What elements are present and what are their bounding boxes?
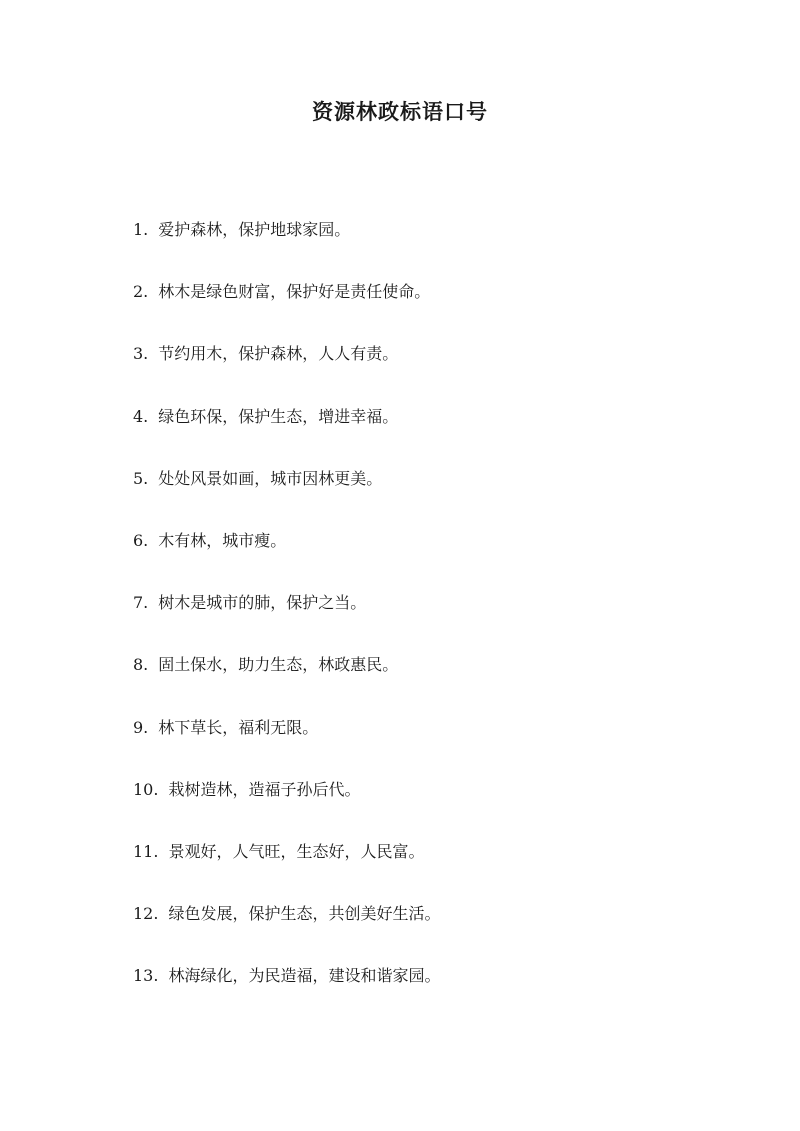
slogan-text: 林海绿化，为民造福，建设和谐家园。	[168, 966, 441, 986]
slogan-text: 木有林，城市瘦。	[158, 530, 287, 550]
slogan-list	[133, 215, 440, 1023]
slogan-number: 8.	[133, 655, 149, 675]
slogan-item	[133, 526, 440, 588]
slogan-number: 5.	[133, 468, 149, 488]
slogan-number: 13.	[133, 966, 159, 986]
slogan-item	[133, 899, 440, 961]
slogan-text: 树木是城市的肺，保护之当。	[158, 593, 367, 613]
slogan-text: 处处风景如画，城市因林更美。	[158, 468, 383, 488]
slogan-text: 绿色发展，保护生态，共创美好生活。	[168, 904, 441, 924]
slogan-number: 4.	[133, 406, 149, 426]
slogan-item	[133, 650, 440, 712]
slogan-number: 12.	[133, 904, 159, 924]
slogan-text: 景观好，人气旺，生态好，人民富。	[168, 841, 425, 861]
slogan-item	[133, 215, 440, 277]
slogan-item	[133, 277, 440, 339]
slogan-text: 节约用木，保护森林，人人有责。	[158, 344, 399, 364]
slogan-text: 林木是绿色财富，保护好是责任使命。	[158, 282, 431, 302]
slogan-item	[133, 402, 440, 464]
slogan-item	[133, 339, 440, 401]
slogan-number: 1.	[133, 220, 149, 239]
slogan-number: 10.	[133, 779, 159, 799]
slogan-number: 3.	[133, 344, 149, 364]
slogan-item	[133, 961, 440, 1023]
slogan-text: 绿色环保，保护生态，增进幸福。	[158, 406, 399, 426]
slogan-text: 栽树造林，造福子孙后代。	[168, 779, 361, 799]
slogan-text: 固土保水，助力生态，林政惠民。	[158, 655, 399, 675]
slogan-item	[133, 837, 440, 899]
slogan-item	[133, 464, 440, 526]
slogan-item	[133, 713, 440, 775]
slogan-number: 11.	[133, 841, 159, 861]
slogan-number: 6.	[133, 530, 149, 550]
slogan-item	[133, 775, 440, 837]
slogan-text: 林下草长，福利无限。	[158, 717, 319, 737]
slogan-item	[133, 588, 440, 650]
slogan-text: 爱护森林，保护地球家园。	[158, 220, 351, 239]
slogan-number: 2.	[133, 282, 149, 302]
slogan-number: 7.	[133, 593, 149, 613]
document-title: 资源林政标语口号	[312, 99, 488, 124]
slogan-number: 9.	[133, 717, 149, 737]
